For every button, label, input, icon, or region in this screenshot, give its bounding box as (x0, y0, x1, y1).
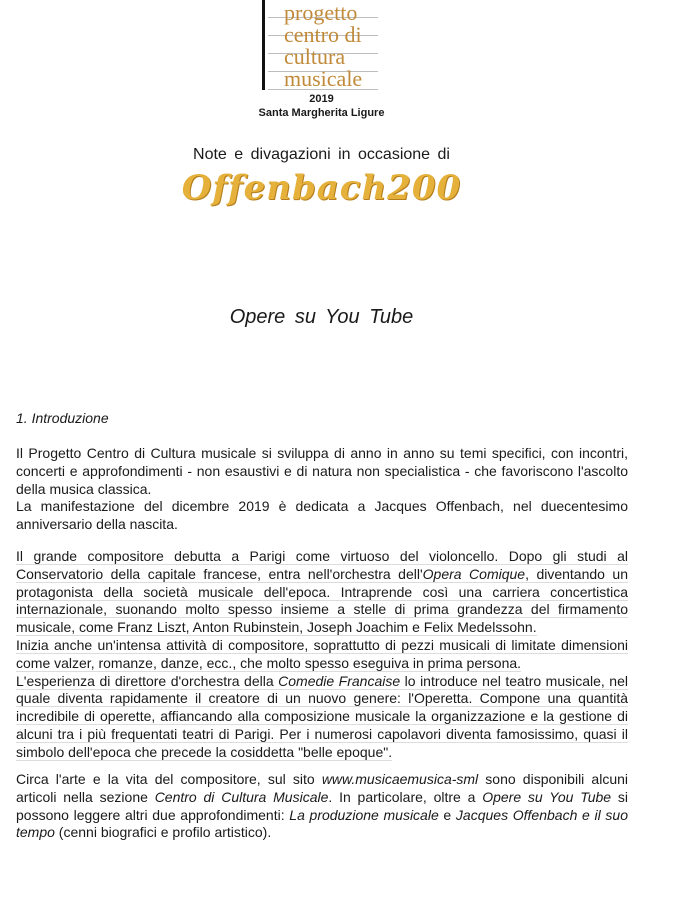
section-heading: 1. Introduzione (16, 410, 109, 426)
produzione-title: La produzione musicale (289, 806, 439, 823)
logo-bar (262, 0, 265, 90)
closing-paragraph (16, 771, 628, 842)
bio-text-c2: lo introduce nel teatro musicale, nel quale diventa rapidamente il creatore di un nuovo genere: l'Operetta. Compone una quantità incredibile di operette, affiancando alla composizione musicale la organizzazione e la gestione di alcuni tra i più frequentati teatri di Parigi. Per i numerosi capolavori diventa famosissimo, quasi il simbolo dell'epoca che precede la cosiddetta "belle epoque". (16, 672, 628, 760)
bio-text-c1: L'esperienza di direttore d'orchestra della (16, 672, 279, 689)
intro-text-2: La manifestazione del dicembre 2019 è dedicata a Jacques Offenbach, nel duecentesimo anniversario della nascita. (16, 498, 628, 533)
closing-text-5: e (438, 806, 456, 823)
page-title: Opere su You Tube (229, 306, 414, 328)
logo-line-2: centro di (284, 22, 362, 47)
logo-place: Santa Margherita Ligure (258, 107, 385, 119)
header-note: Note e divagazioni in occasione di (193, 146, 450, 163)
logo-line-4: musicale (284, 66, 363, 91)
bio-text-a2: , diventando un protagonista della società musicale dell'epoca. Intraprende così una carriera concertistica internazionale, suonando molto spesso insieme a stelle di prima grandezza del firmamento musicale, come Franz Liszt, Anton Rubinstein, Joseph Joachim e Felix Medelssohn. (16, 565, 629, 636)
intro-paragraph (16, 445, 628, 534)
intro-text-1: Il Progetto Centro di Cultura musicale si sviluppa di anno in anno su temi specifici, con incontri, concerti e approfondimenti - non esaustivi e di natura non specialistica - che favoriscono l'ascolto della musica classica. (16, 445, 628, 497)
logo-line-1: progetto (284, 0, 358, 25)
bio-text-c-em: Comedie Francaise (278, 672, 401, 689)
jacques-title: Jacques Offenbach e il suo tempo (16, 806, 628, 841)
bio-text-b: Inizia anche un'intensa attività di compositore, soprattutto di pezzi musicali di limitate dimensioni come valzer, romanze, danze, ecc., che molto spesso eseguiva in prima persona. (16, 636, 628, 671)
closing-text-1: Circa l'arte e la vita del compositore, sul sito (16, 771, 322, 787)
event-title: Offenbach200 (181, 168, 462, 208)
bio-text-a1: Il grande compositore debutta a Parigi come virtuoso del violoncello. Dopo gli studi al Conservatorio della capitale francese, entra nell'orchestra dell' (16, 548, 628, 582)
closing-text-3: . In particolare, oltre a (328, 788, 483, 805)
closing-text-6: (cenni biografici e profilo artistico). (54, 824, 272, 841)
closing-text-2: sono disponibili alcuni articoli nella sezione (16, 771, 629, 805)
logo-year: 2019 (309, 93, 334, 105)
bio-text-a-em: Opera Comique (422, 565, 526, 582)
logo (262, 0, 382, 92)
section-name: Centro di Cultura Musicale (154, 788, 329, 805)
logo-line-3: cultura (284, 44, 346, 69)
closing-text-4: si possono leggere altri due approfondimenti: (16, 788, 628, 823)
logo-text (284, 2, 362, 90)
site-link[interactable]: www.musicaemusica-sml (321, 771, 479, 787)
opere-title: Opere su You Tube (482, 788, 612, 805)
biography-paragraph (16, 548, 628, 762)
